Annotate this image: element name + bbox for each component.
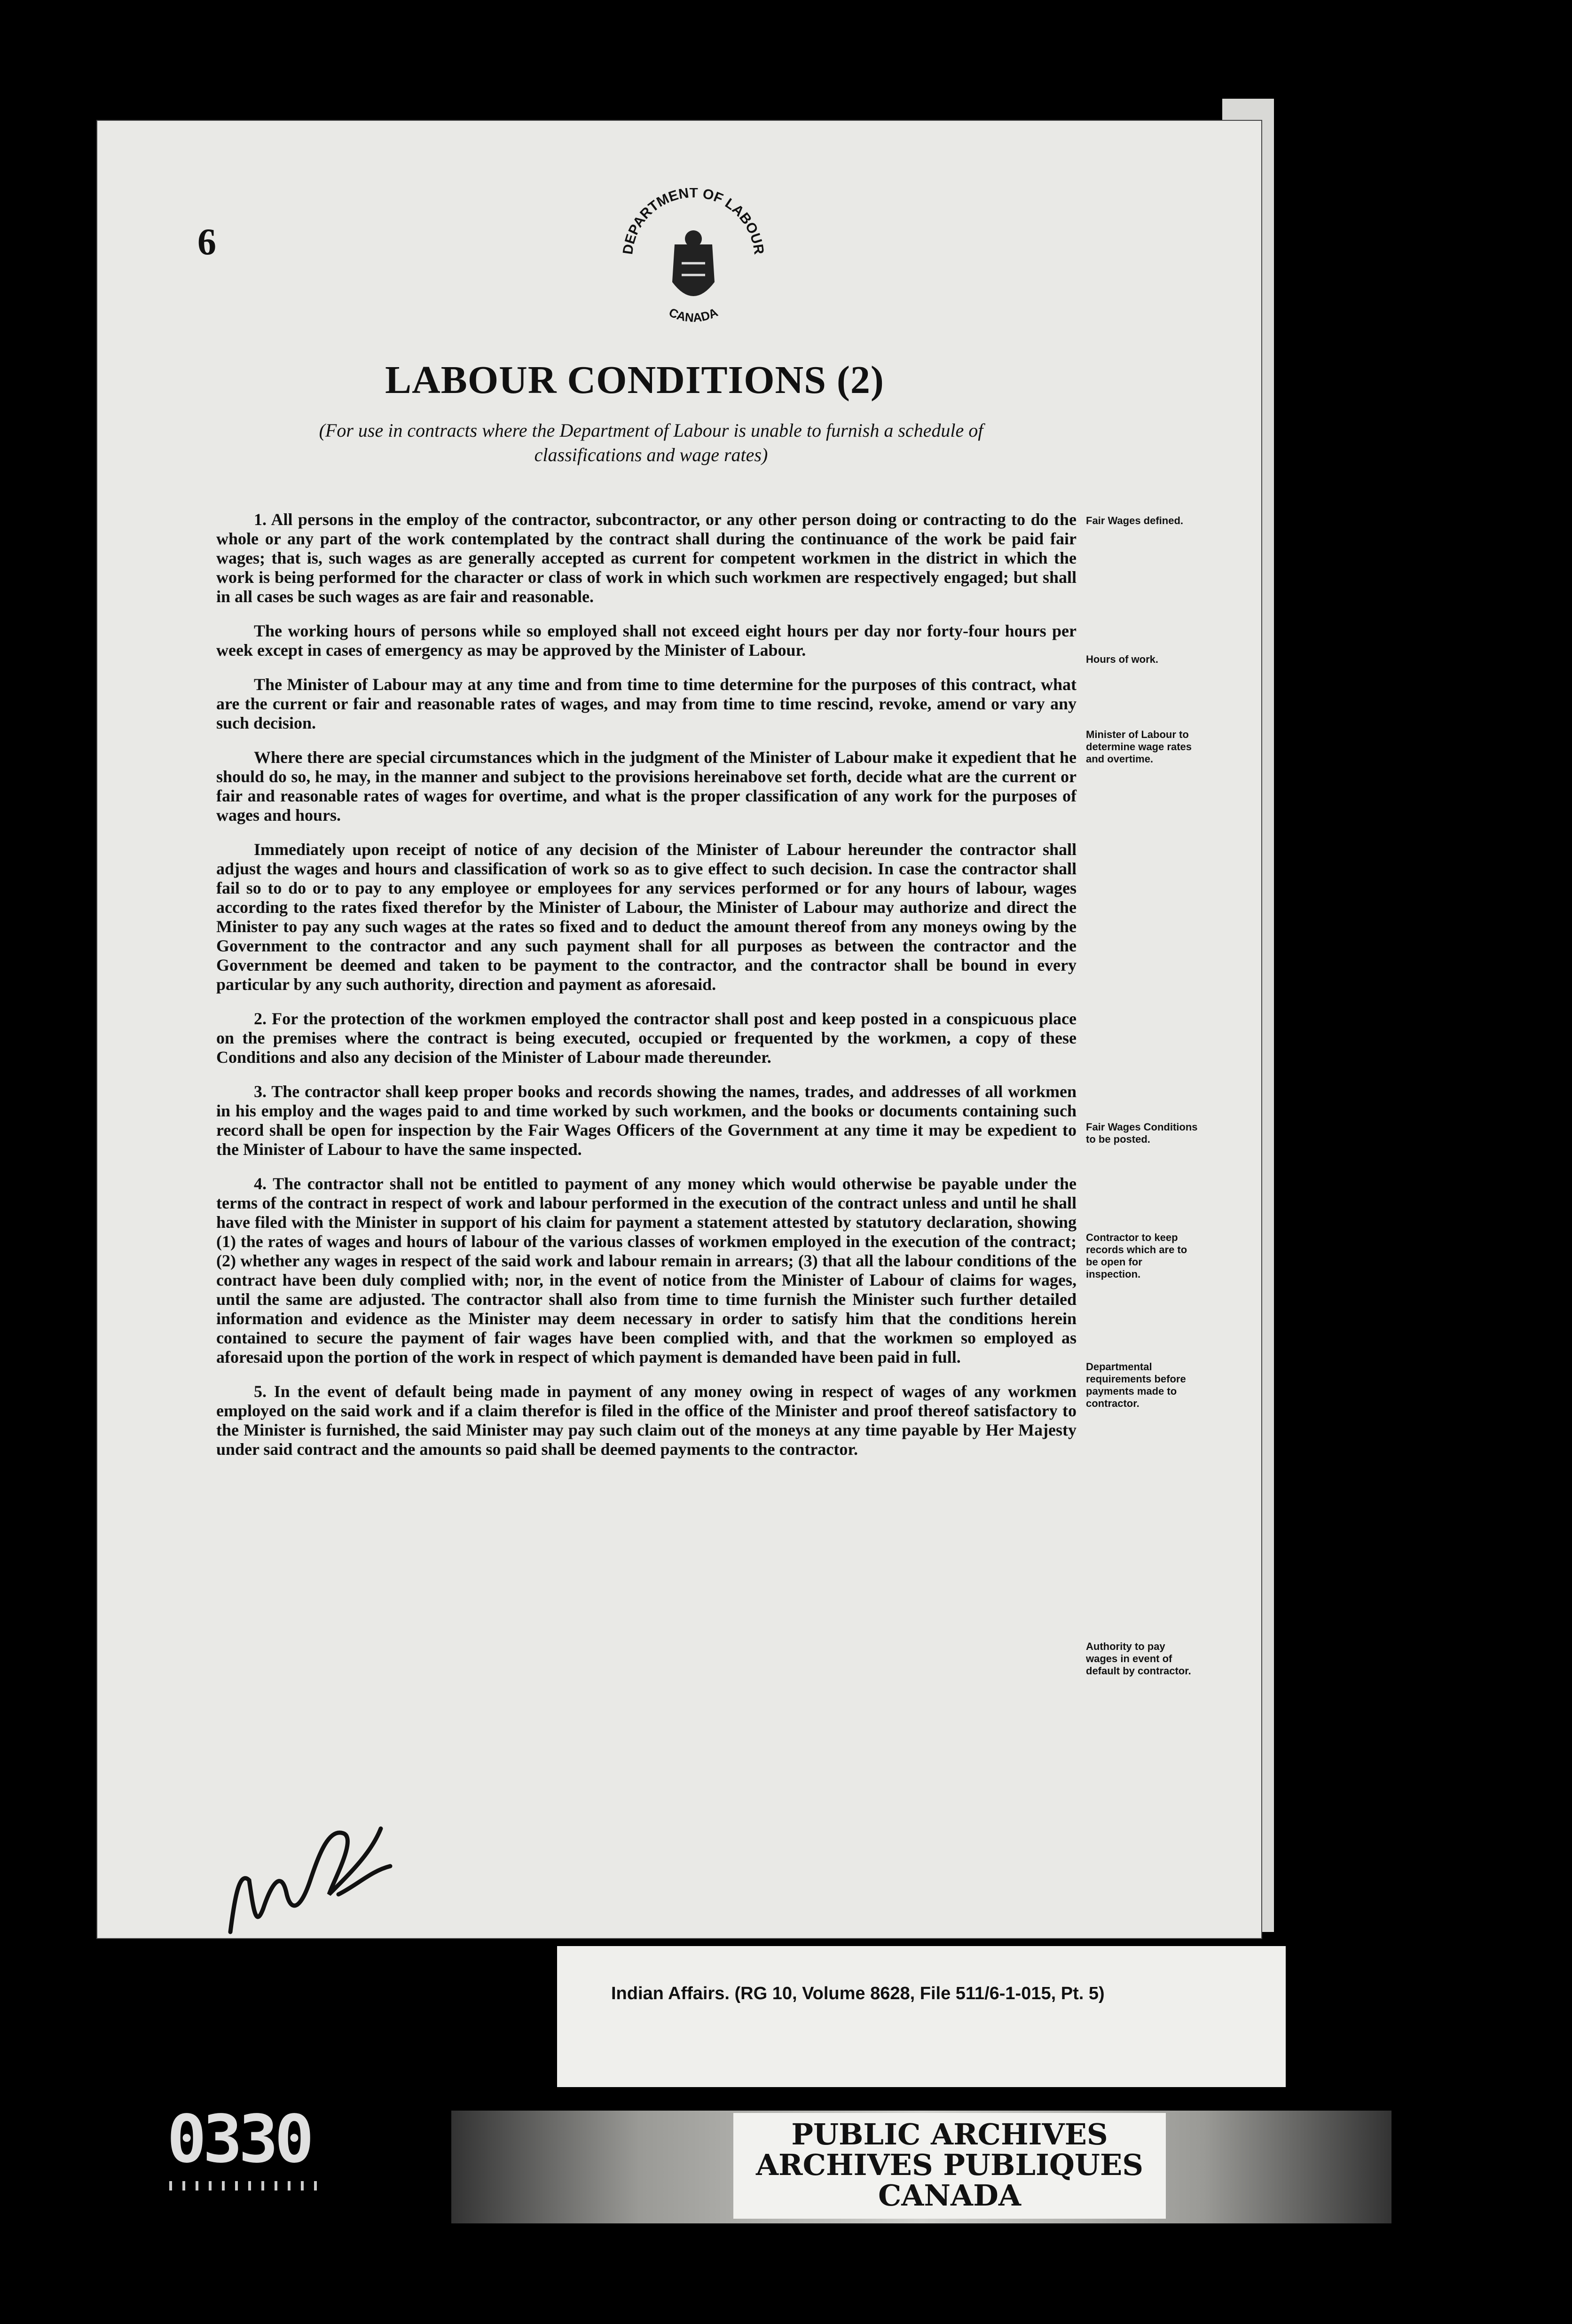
paragraph-5: 5. In the event of default being made in payment of any money owing in respect of wages of any workmen employed on the said work and if a claim therefor is filed in the office of the Minister and proof thereof satisfactory to the Minister is furnished, the said Minister may pay such claim out of the moneys at any time payable by Her Majesty under said contract and the amounts so paid shall be deemed payments to the contractor. xyxy=(216,1382,1077,1459)
paragraph-1: 1. All persons in the employ of the contractor, subcontractor, or any other person doing or contracting to do the whole or any part of the work contemplated by the contract shall during the continuance of the work be paid fair wages; that is, such wages as are generally accepted as current for competent workmen in the district in which the work is being performed for the character or class of work in which such workmen are respectively engaged; but shall in all cases be such wages as are fair and reasonable. xyxy=(216,510,1077,606)
handwritten-initials xyxy=(221,1800,400,1951)
crest-shield xyxy=(672,244,715,296)
paragraph-minister-rates: The Minister of Labour may at any time and from time to time determine for the purposes of this contract, what are the current or fair and reasonable rates of wages, and may from time to time rescind, revoke, amend or vary any such decision. xyxy=(216,675,1077,732)
seal-top-text: DEPARTMENT OF LABOUR xyxy=(620,188,767,256)
stamp-line-2: ARCHIVES PUBLIQUES xyxy=(755,2148,1144,2182)
margin-note-departmental: Departmental requirements before payments made to contractor. xyxy=(1086,1361,1186,1409)
margin-note-hours: Hours of work. xyxy=(1086,653,1159,665)
document-subtitle: (For use in contracts where the Department of Labour is unable to furnish a schedule of classifications and wage rates) xyxy=(319,420,983,465)
stamp-line-3: CANADA xyxy=(878,2178,1022,2213)
margin-note-minister: Minister of Labour to determine wage rates and overtime. xyxy=(1086,729,1192,765)
archive-citation: Indian Affairs. (RG 10, Volume 8628, File 511/6-1-015, Pt. 5) xyxy=(611,1984,1105,2003)
margin-note-fair-wages: Fair Wages defined. xyxy=(1086,515,1184,526)
citation-card xyxy=(557,1946,1286,2087)
page-number: 6 xyxy=(197,221,216,263)
paragraph-2: 2. For the protection of the workmen employed the contractor shall post and keep posted in a conspicuous place on the premises where the contract is being executed, occupied or frequented by the workmen, a copy of these Conditions and also any decision of the Minister of Labour made thereunder. xyxy=(216,1009,1077,1067)
stamp-line-1: PUBLIC ARCHIVES xyxy=(791,2117,1108,2151)
paragraph-overtime: Where there are special circumstances which in the judgment of the Minister of Labour make it expedient that he should do so, he may, in the manner and subject to the provisions hereinabove set forth, decide what are the current or fair and reasonable rates of wages for overtime, and what is the proper classification of any work for the purposes of wages and hours. xyxy=(216,748,1077,824)
crest-crown xyxy=(685,230,702,247)
paragraph-4: 4. The contractor shall not be entitled to payment of any money which would otherwise be payable under the terms of the contract in respect of work and labour performed in the execution of the contract unless and until he shall have filed with the Minister in support of his claim for payment a statement attested by statutory declaration, showing (1) the rates of wages and hours of labour of the various classes of workmen employed in the execution of the contract; (2) whether any wages in respect of the said work and labour remain in arrears; (3) that all the labour conditions of the contract have been duly complied with; nor, in the event of notice from the Minister of Labour of claims for wages, until the same are adjusted. The contractor shall also from time to time furnish the Minister such further detailed information and evidence as the Minister may deem necessary in order to satisfy him that the conditions herein contained to secure the payment of fair wages have been complied with, and that the workmen so employed as aforesaid upon the portion of the work in respect of which payment is demanded have been paid in full. xyxy=(216,1174,1077,1366)
conditions-body xyxy=(216,510,1077,1474)
seal-bottom-text: CANADA xyxy=(667,305,720,325)
document-title: LABOUR CONDITIONS (2) xyxy=(385,358,884,402)
paragraph-hours: The working hours of persons while so employed shall not exceed eight hours per day nor forty-four hours per week except in cases of emergency as may be approved by the Minister of Labour. xyxy=(216,621,1077,660)
microfilm-frame-number: 0330 xyxy=(167,2101,311,2178)
margin-note-posted: Fair Wages Conditions to be posted. xyxy=(1086,1121,1198,1145)
svg-text:CANADA xyxy=(667,305,720,325)
department-seal-icon xyxy=(611,188,776,343)
margin-note-authority: Authority to pay wages in event of default by contractor. xyxy=(1086,1641,1191,1677)
paragraph-3: 3. The contractor shall keep proper books and records showing the names, trades, and addresses of all workmen in his employ and the wages paid to and time worked by such workmen, and the books or documents containing such record shall be open for inspection by the Fair Wages Officers of the Government at any time it may be expedient to the Minister of Labour to have the same inspected. xyxy=(216,1082,1077,1159)
margin-note-records: Contractor to keep records which are to be open for inspection. xyxy=(1086,1232,1187,1280)
paragraph-adjustment: Immediately upon receipt of notice of any decision of the Minister of Labour hereunder the contractor shall adjust the wages and hours and classification of work so as to give effect to such decision. In case the contractor shall fail so to do or to pay to any employee or employees for any services performed or for any hours of labour, wages according to the rates fixed therefor by the Minister of Labour, the Minister of Labour may authorize and direct the Minister to pay any such wages at the rates so fixed and to deduct the amount thereof from any moneys owing by the Government to the contractor and any such payment shall for all purposes as between the contractor and the Government be deemed and taken to be payment to the contractor, and the contractor shall be bound in every particular by any such authority, direction and payment as aforesaid. xyxy=(216,840,1077,994)
microfilm-ticks xyxy=(169,2181,324,2191)
